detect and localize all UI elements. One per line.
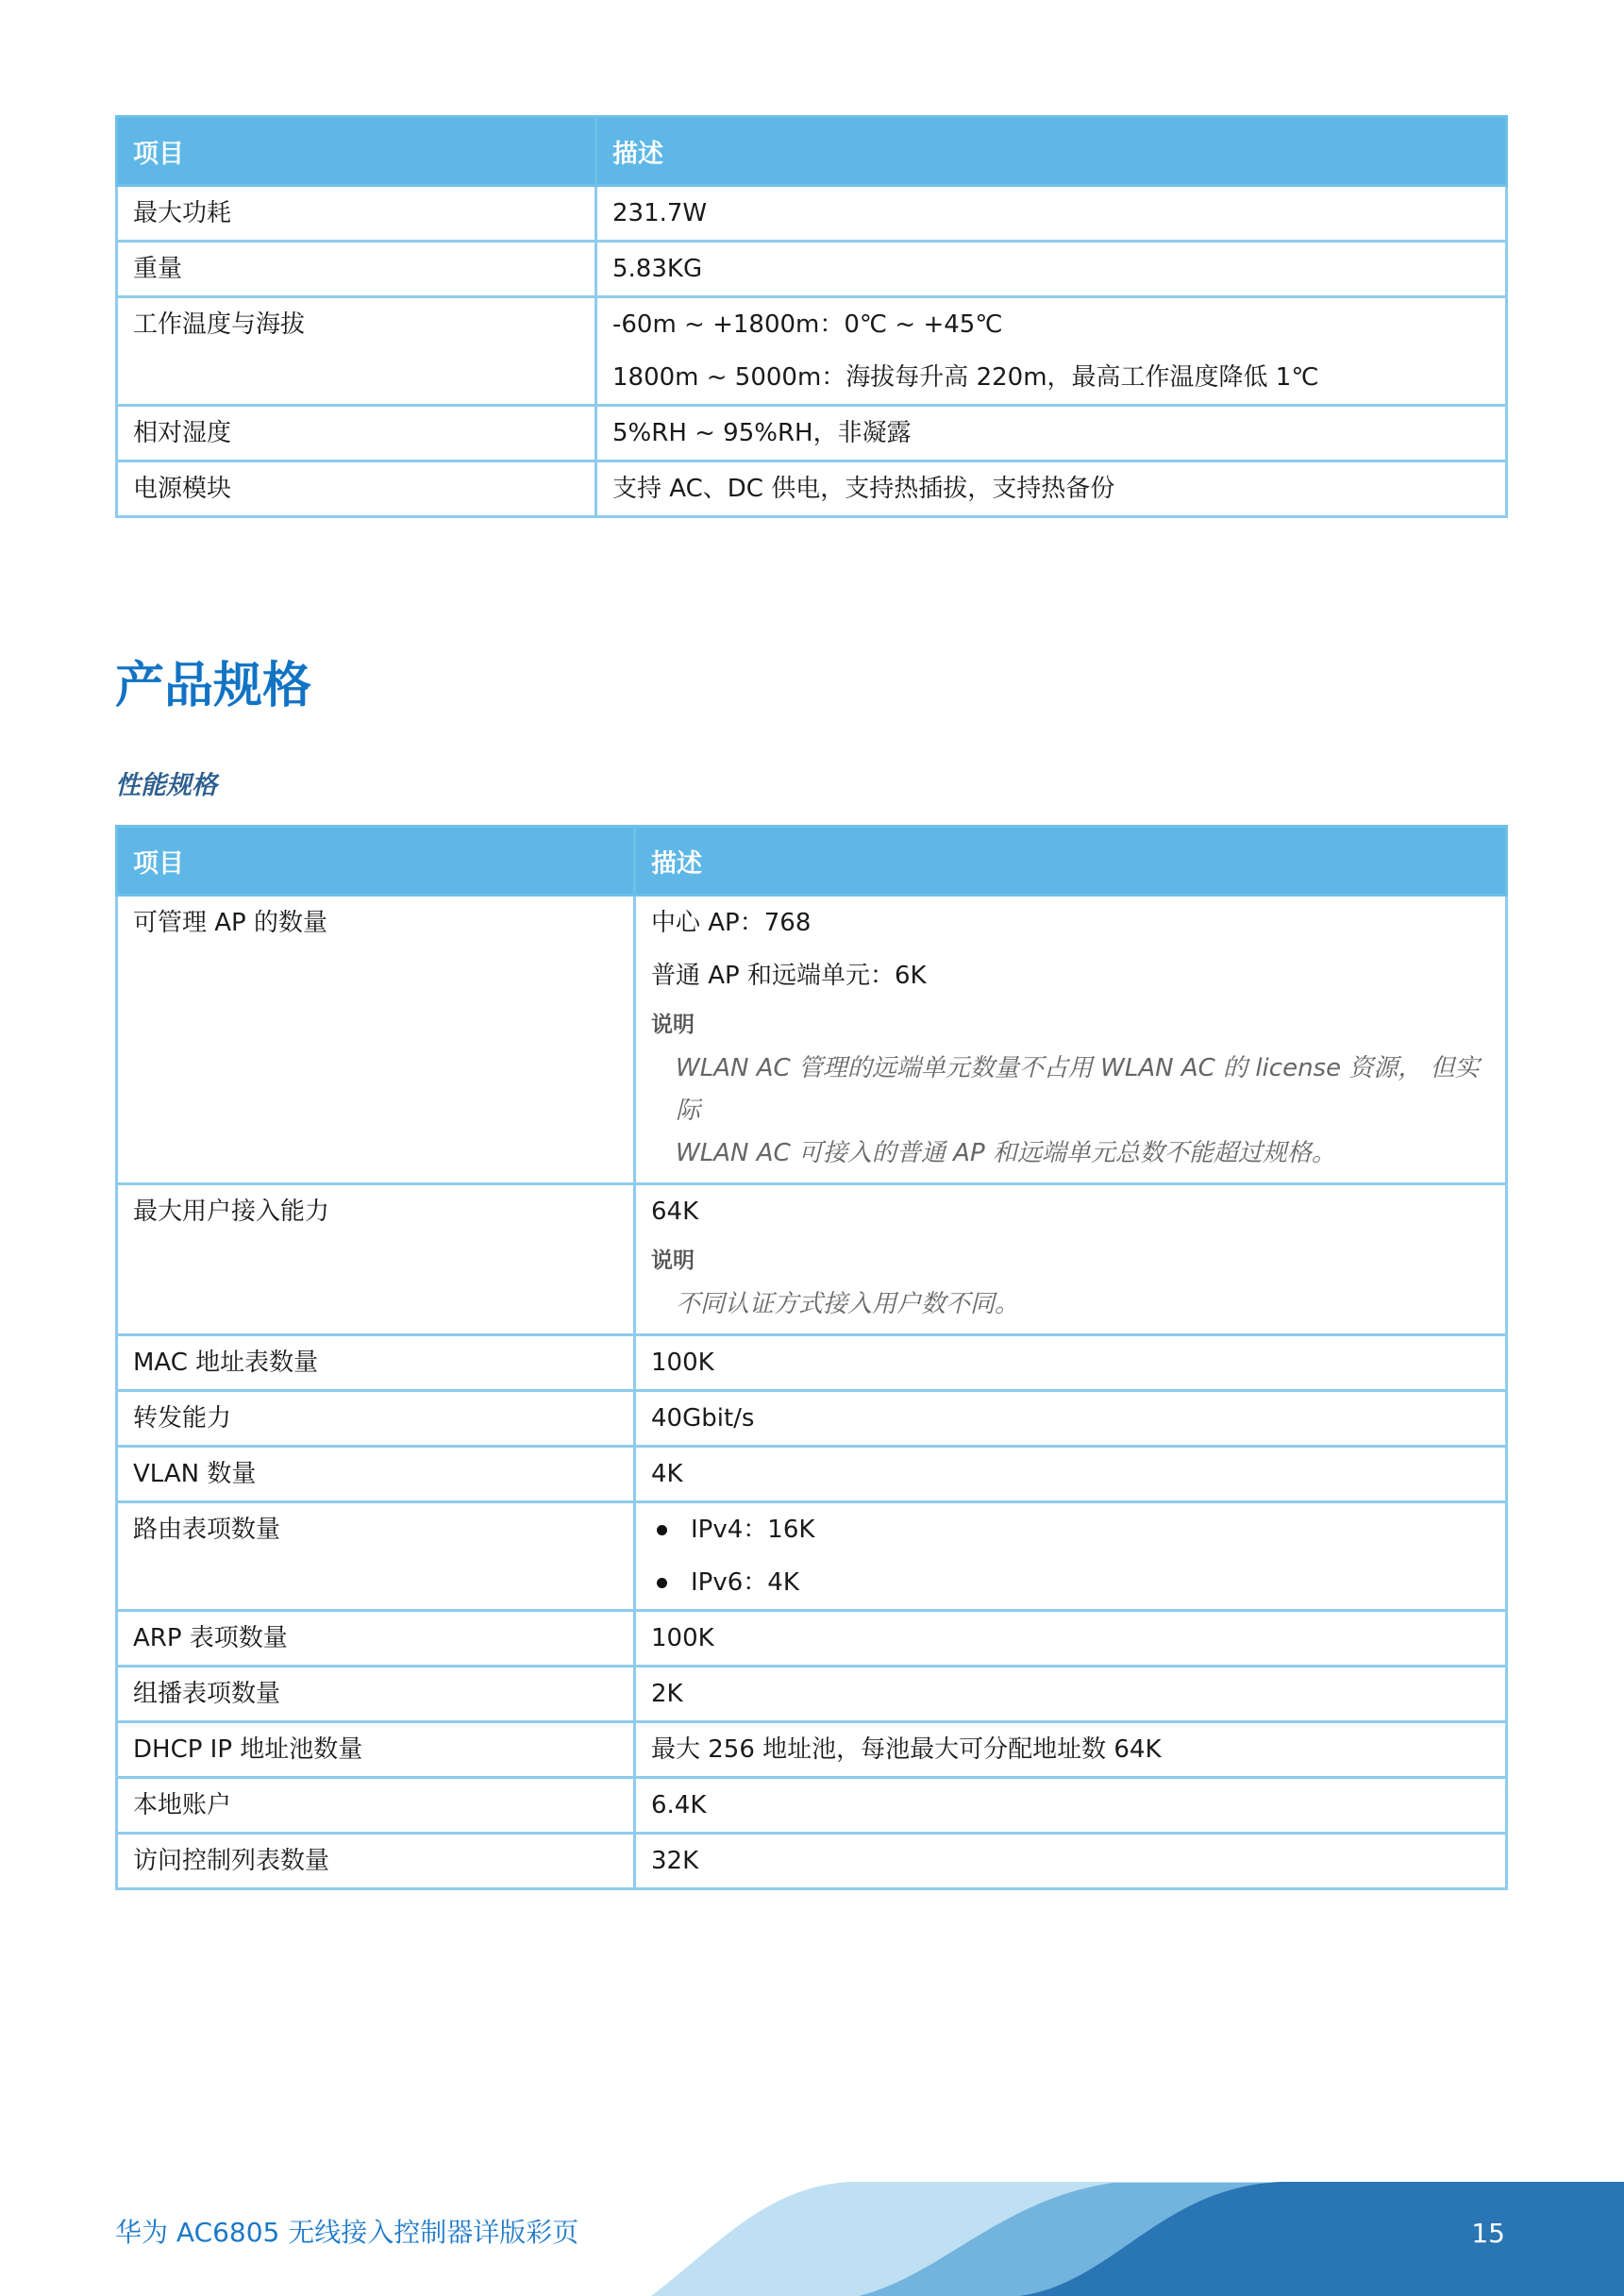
row-value: 40Gbit/s (635, 1391, 1507, 1447)
row-item: 工作温度与海拔 (117, 297, 596, 406)
header-item: 项目 (117, 827, 635, 896)
header-item: 项目 (117, 117, 596, 186)
row-item: 转发能力 (117, 1391, 635, 1447)
row-item: 重量 (117, 242, 596, 297)
row-item: 组播表项数量 (117, 1667, 635, 1722)
subsection-title: 性能规格 (115, 771, 217, 800)
table-row (117, 461, 1507, 517)
note-text: 不同认证方式接入用户数不同。 (676, 1290, 1020, 1318)
row-item: 最大用户接入能力 (117, 1184, 635, 1335)
row-item: 访问控制列表数量 (117, 1834, 635, 1889)
table-row (117, 1834, 1507, 1889)
row-value: -60m ~ +1800m：0℃ ~ +45℃ 1800m ~ 5000m：海拔每升高 220m，最高工作温度降低 1℃ (596, 297, 1507, 406)
list-item: IPv6：4K (651, 1556, 1490, 1609)
table-row (117, 1667, 1507, 1722)
row-value: 32K (635, 1834, 1507, 1889)
row-value: 6.4K (635, 1778, 1507, 1834)
section-title: 产品规格 (115, 658, 312, 714)
table-row (117, 1611, 1507, 1667)
row-value: 231.7W (596, 186, 1507, 242)
bullet-list (651, 1503, 1490, 1609)
table-row (117, 1184, 1507, 1335)
table-row (117, 1722, 1507, 1778)
row-item: VLAN 数量 (117, 1447, 635, 1502)
row-value: 最大 256 地址池，每池最大可分配地址数 64K (635, 1722, 1507, 1778)
row-item: 路由表项数量 (117, 1502, 635, 1611)
row-value: 中心 AP：768 普通 AP 和远端单元：6K 说明 WLAN AC 管理的远端单元数量不占用 WLAN AC 的 license 资源， 但实际 WLAN AC 可接入的普通 AP 和远端单元总数不能超过规格。 (635, 896, 1507, 1184)
row-item: 可管理 AP 的数量 (117, 896, 635, 1184)
table-row (117, 406, 1507, 461)
table-row (117, 1447, 1507, 1502)
list-item: IPv4：16K (651, 1503, 1490, 1556)
row-value (635, 1502, 1507, 1611)
row-item: 电源模块 (117, 461, 596, 517)
note-text: WLAN AC 管理的远端单元数量不占用 WLAN AC 的 license 资源， 但实际 WLAN AC 可接入的普通 AP 和远端单元总数不能超过规格。 (676, 1054, 1480, 1167)
table-row (117, 896, 1507, 1184)
table-row (117, 1335, 1507, 1391)
table-header-row (117, 117, 1507, 186)
table-row (117, 186, 1507, 242)
footer-document-title: 华为 AC6805 无线接入控制器详版彩页 (115, 2217, 579, 2248)
row-value: 5.83KG (596, 242, 1507, 297)
header-description: 描述 (635, 827, 1507, 896)
row-value: 4K (635, 1447, 1507, 1502)
performance-spec-table (115, 825, 1508, 1890)
note-label: 说明 (651, 1249, 695, 1273)
row-value: 100K (635, 1611, 1507, 1667)
row-item: 最大功耗 (117, 186, 596, 242)
table-row (117, 1778, 1507, 1834)
row-item: DHCP IP 地址池数量 (117, 1722, 635, 1778)
row-value: 5%RH ~ 95%RH，非凝露 (596, 406, 1507, 461)
note-label: 说明 (651, 1013, 695, 1037)
table-row (117, 242, 1507, 297)
row-item: MAC 地址表数量 (117, 1335, 635, 1391)
row-value: 2K (635, 1667, 1507, 1722)
table-row (117, 297, 1507, 406)
page-number: 15 (1471, 2218, 1505, 2249)
table-row (117, 1502, 1507, 1611)
table-row (117, 1391, 1507, 1447)
table-header-row (117, 827, 1507, 896)
row-value: 64K 说明 不同认证方式接入用户数不同。 (635, 1184, 1507, 1335)
row-value: 100K (635, 1335, 1507, 1391)
row-item: ARP 表项数量 (117, 1611, 635, 1667)
row-item: 相对湿度 (117, 406, 596, 461)
header-description: 描述 (596, 117, 1507, 186)
environment-spec-table (115, 115, 1508, 518)
row-item: 本地账户 (117, 1778, 635, 1834)
row-value: 支持 AC、DC 供电，支持热插拔，支持热备份 (596, 461, 1507, 517)
